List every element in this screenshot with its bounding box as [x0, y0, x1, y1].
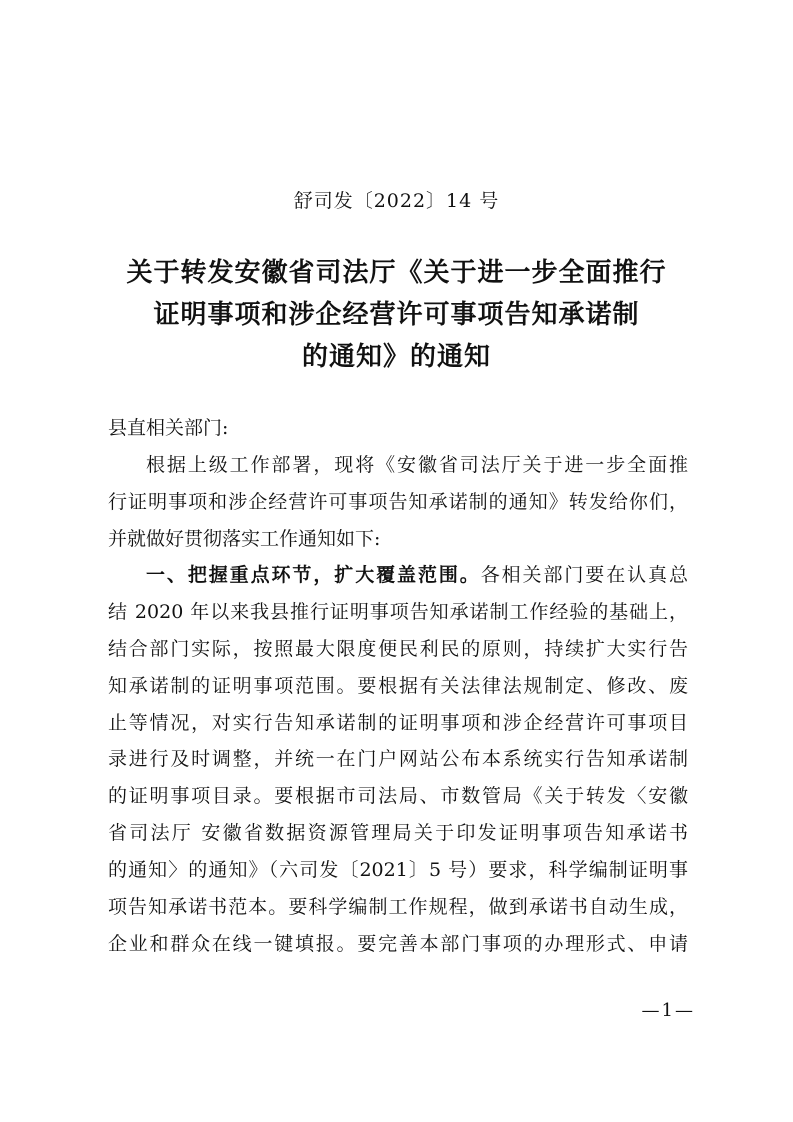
body-line: 止等情况，对实行告知承诺制的证明事项和涉企经营许可事项目 [108, 711, 688, 734]
body-text: 各相关部门要在认真总 [480, 564, 688, 586]
title-line: 证明事项和涉企经营许可事项告知承诺制 [153, 300, 640, 330]
body-line-with-heading [108, 557, 688, 594]
body-line: 结 2020 年以来我县推行证明事项告知承诺制工作经验的基础上， [108, 600, 688, 623]
title-line: 关于转发安徽省司法厅《关于进一步全面推行 [126, 258, 667, 288]
page-number: —1— [641, 1000, 695, 1021]
paragraph-section-one [108, 557, 688, 963]
addressee: 县直相关部门: [108, 417, 229, 439]
body-line: 结合部门实际，按照最大限度便民利民的原则，持续扩大实行告 [108, 637, 688, 660]
section-heading: 一、把握重点环节，扩大覆盖范围。 [146, 564, 481, 586]
body-line: 企业和群众在线一键填报。要完善本部门事项的办理形式、申请 [108, 932, 688, 955]
body-line: 项告知承诺书范本。要科学编制工作规程，做到承诺书自动生成， [108, 896, 688, 919]
document-title [90, 252, 703, 378]
paragraph-intro [108, 447, 688, 558]
body-line: 并就做好贯彻落实工作通知如下: [108, 527, 381, 550]
body-line: 知承诺制的证明事项范围。要根据有关法律法规制定、修改、废 [108, 674, 688, 697]
body-line: 录进行及时调整，并统一在门户网站公布本系统实行告知承诺制 [108, 748, 688, 771]
body-line: 的通知〉的通知》（六司发〔2021〕5 号）要求，科学编制证明事 [108, 859, 688, 882]
body-line: 的证明事项目录。要根据市司法局、市数管局《关于转发〈安徽 [108, 785, 688, 808]
body-line: 省司法厅 安徽省数据资源管理局关于印发证明事项告知承诺书 [108, 822, 688, 845]
body-line: 根据上级工作部署，现将《安徽省司法厅关于进一步全面推 [146, 454, 688, 476]
body-line: 行证明事项和涉企经营许可事项告知承诺制的通知》转发给你们， [108, 490, 688, 513]
title-line: 的通知》的通知 [301, 342, 491, 372]
document-number: 舒司发〔2022〕14 号 [293, 190, 500, 212]
